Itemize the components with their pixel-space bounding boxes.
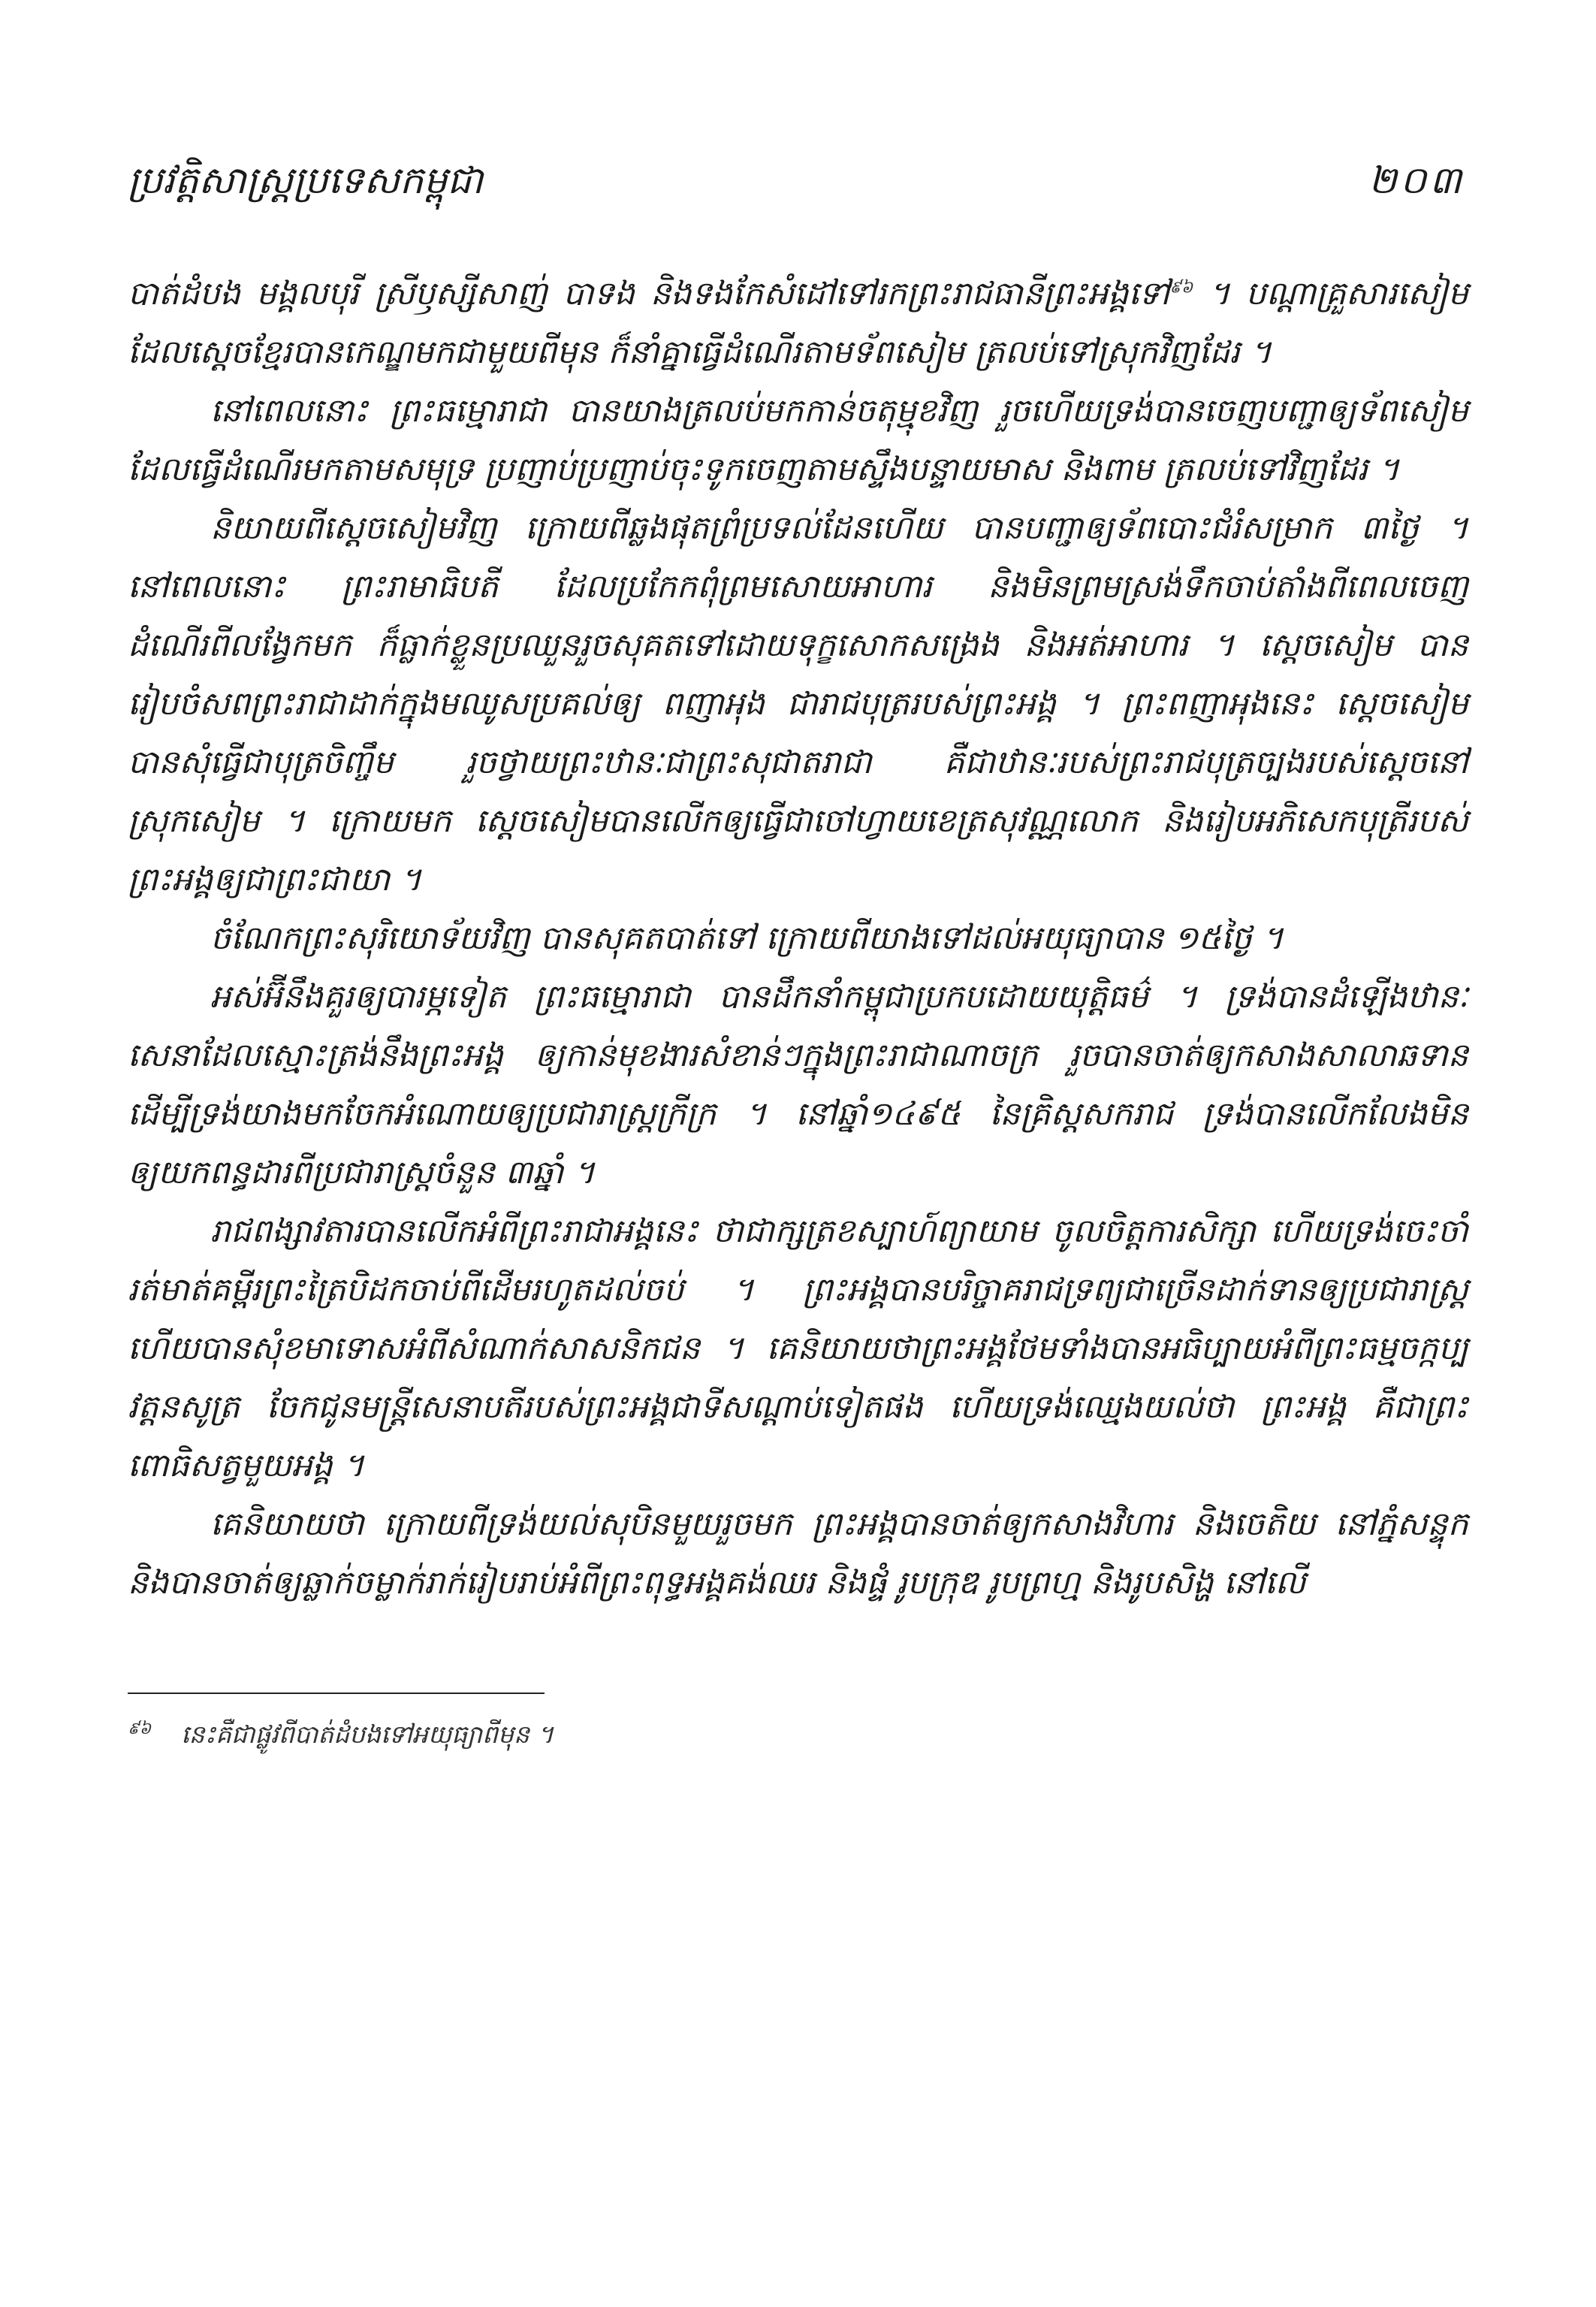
book-title: ប្រវត្តិសាស្ត្រប្រទេសកម្ពុជា bbox=[128, 159, 484, 202]
paragraph: បាត់ដំបង មង្គលបុរី ស្រីឫស្សីសាញ់ បាទង និងទងកែសំដៅទៅរកព្រះរាជធានីព្រះអង្គទៅ$^{៩៦}$ ។ បណ្ដាគ្រួសារសៀម ដែលស្តេចខ្មែរបានកេណ្ឌមកជាមួយពីមុន ក៏នាំគ្នាធ្វើដំណើរតាមទ័ពសៀម ត្រលប់ទៅស្រុកវិញដែរ ។ bbox=[128, 275, 1468, 371]
paragraph: និយាយពីស្តេចសៀមវិញ ក្រោយពីឆ្លងផុតព្រំប្រទល់ដែនហើយ បានបញ្ជាឲ្យទ័ពបោះជំរំសម្រាក ៣ថ្ងៃ ។ នៅពេលនោះ ព្រះរាមាធិបតី ដែលប្រកែកពុំព្រមសោយអាហារ និងមិនព្រមស្រង់ទឹកចាប់តាំងពីពេលចេញដំណើរពីលង្វែកមក ក៏ធ្លាក់ខ្លួនប្រឈួនរួចសុគតទៅដោយទុក្ខសោកសង្រេង និងអត់អាហារ ។ ស្តេចសៀម បានរៀបចំសពព្រះរាជាដាក់ក្នុងមឈូសប្រគល់ឲ្យ ពញាអុង ជារាជបុត្ររបស់ព្រះអង្គ ។ ព្រះពញាអុងនេះ ស្តេចសៀម បានសុំធ្វើជាបុត្រចិញ្ចឹម រួចថ្វាយព្រះឋានៈជាព្រះសុជាតរាជា គឺជាឋានៈរបស់ព្រះរាជបុត្រច្បងរបស់ស្តេចនៅស្រុកសៀម ។ ក្រោយមក ស្តេចសៀមបានលើកឲ្យធ្វើជាចៅហ្វាយខេត្រសុវណ្ណលោក និងរៀបអភិសេកបុត្រីរបស់ព្រះអង្គឲ្យជាព្រះជាយា ។ bbox=[128, 509, 1468, 898]
footnote bbox=[128, 1715, 1468, 1754]
page-number: ២០៣ bbox=[1368, 159, 1465, 202]
paragraph: គេនិយាយថា ក្រោយពីទ្រង់យល់សុបិនមួយរួចមក ព្រះអង្គបានចាត់ឲ្យកសាងវិហារ និងចេតិយ នៅភ្នំសន្ទុក និងបានចាត់ឲ្យឆ្លាក់ចម្លាក់រាក់រៀបរាប់អំពីព្រះពុទ្ធអង្គគង់ឈរ និងផ្ទំ រូបក្រុឌ រូបព្រហ្ម និងរូបសិង្ហ នៅលើ bbox=[128, 1505, 1468, 1602]
paragraph: ចំណែកព្រះសុរិយោទ័យវិញ បានសុគតបាត់ទៅ ក្រោយពីយាងទៅដល់អយុធ្យាបាន ១៥ថ្ងៃ ។ bbox=[210, 919, 1284, 957]
paragraph: នៅពេលនោះ ព្រះធម្មោរាជា បានយាងត្រលប់មកកាន់ចតុម្មុខវិញ រួចហើយទ្រង់បានចេញបញ្ជាឲ្យទ័ពសៀមដែលធ្វើដំណើរមកតាមសមុទ្រ ប្រញាប់ប្រញាប់ចុះទូកចេញតាមស្ទឹងបន្ទាយមាស និងពាម ត្រលប់ទៅវិញដែរ ។ bbox=[128, 392, 1468, 488]
paragraph: រាជពង្សាវតារបានលើកអំពីព្រះរាជាអង្គនេះ ថាជាក្សត្រខស្បាហ៍ព្យាយាម ចូលចិត្តការសិក្សា ហើយទ្រង់ចេះចាំរត់មាត់គម្ពីរព្រះត្រៃបិដកចាប់ពីដើមរហូតដល់ចប់ ។ ព្រះអង្គបានបរិច្ចាគរាជទ្រព្យជាច្រើនដាក់ទានឲ្យប្រជារាស្ត្រ ហើយបានសុំខមាទោសអំពីសំណាក់សាសនិកជន ។ គេនិយាយថាព្រះអង្គថែមទាំងបានអធិប្បាយអំពីព្រះធម្មចក្កប្បវត្តនសូត្រ ចែកជូនមន្ត្រីសេនាបតីរបស់ព្រះអង្គជាទីសណ្តាប់ទៀតផង ហើយទ្រង់ឈ្មេងយល់ថា ព្រះអង្គ គឺជាព្រះពោធិសត្វមួយអង្គ ។ bbox=[128, 1212, 1468, 1484]
footnote-divider bbox=[128, 1693, 545, 1694]
footnote-text: នេះគឺជាផ្លូវពីបាត់ដំបងទៅអយុធ្យាពីមុន ។ bbox=[181, 1720, 554, 1749]
body-text bbox=[128, 264, 1468, 1612]
footnote-reference[interactable]: ៩៦ bbox=[1169, 278, 1193, 297]
running-header bbox=[128, 154, 1465, 207]
paragraph: អស់អ៊ីនឹងគួរឲ្យបារម្ភទៀត ព្រះធម្មោរាជា បានដឹកនាំកម្ពុជាប្រកបដោយយុត្តិធម៌ ។ ទ្រង់បានដំឡើងឋានៈសេនាដែលស្មោះត្រង់នឹងព្រះអង្គ ឲ្យកាន់មុខងារសំខាន់ៗក្នុងព្រះរាជាណាចក្រ រួចបានចាត់ឲ្យកសាងសាលាឆទានដើម្បីទ្រង់យាងមកចែកអំណោយឲ្យប្រជារាស្ត្រក្រីក្រ ។ នៅឆ្នាំ១៤៩៥ នៃគ្រិស្តសករាជ ទ្រង់បានលើកលែងមិនឲ្យយកពន្ធដារពីប្រជារាស្ត្រចំនួន ៣ឆ្នាំ ។ bbox=[128, 978, 1468, 1191]
footnote-number: ៩៦ bbox=[128, 1720, 152, 1738]
